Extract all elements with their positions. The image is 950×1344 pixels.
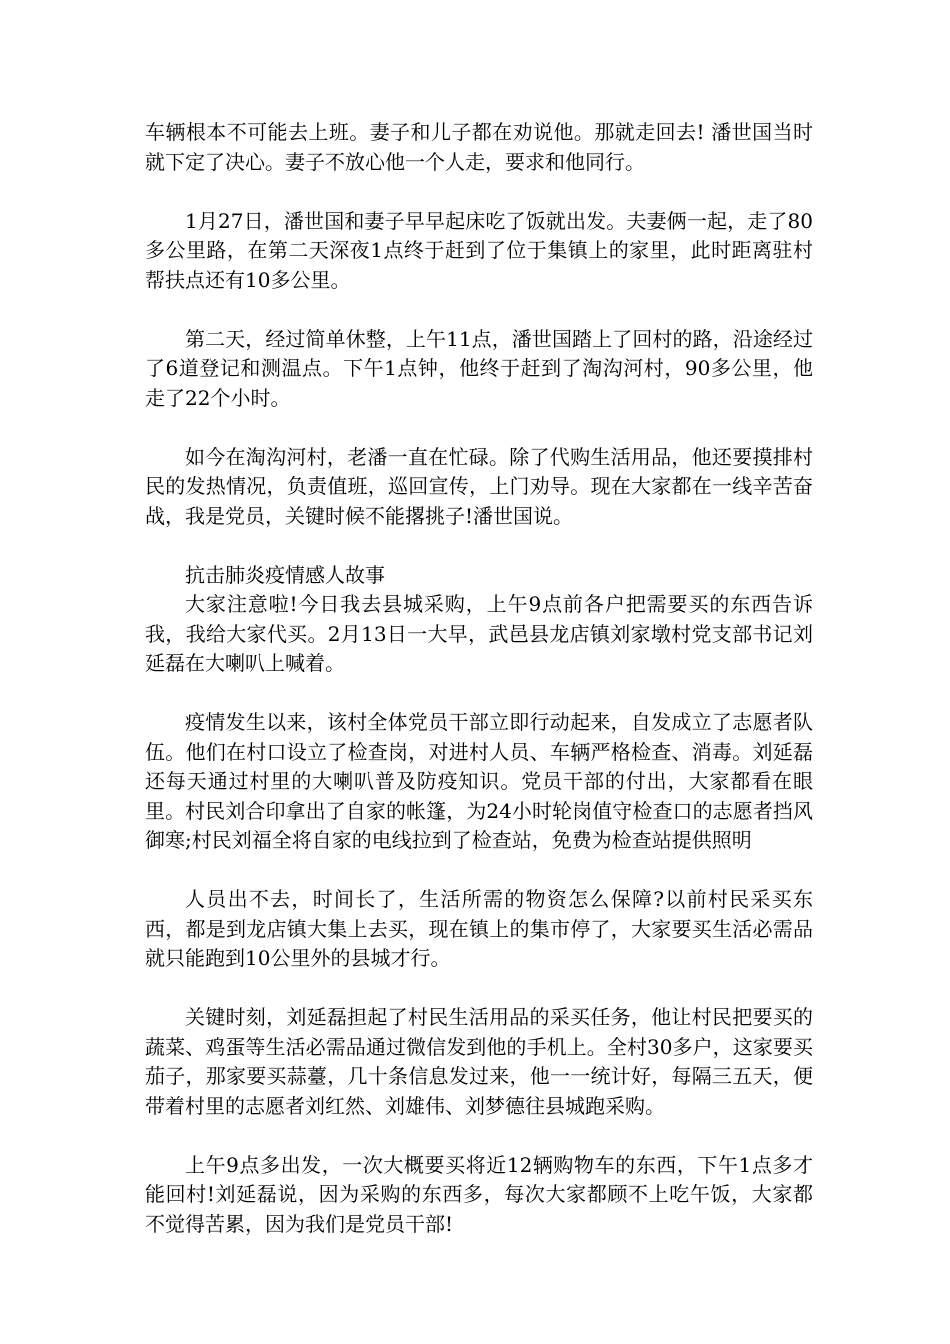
paragraph: 1月27日，潘世国和妻子早早起床吃了饭就出发。夫妻俩一起，走了80多公里路，在第二天深夜1点终于赶到了位于集镇上的家里，此时距离驻村帮扶点还有10多公里。 [145, 208, 813, 292]
paragraph: 大家注意啦!今日我去县城采购，上午9点前各户把需要买的东西告诉我，我给大家代买。2月13日一大早，武邑县龙店镇刘家墩村党支部书记刘延磊在大喇叭上喊着。 [145, 592, 813, 675]
document-body [145, 118, 813, 1269]
paragraph: 上午9点多出发，一次大概要买将近12辆购物车的东西，下午1点多才能回村!刘延磊说，因为采购的东西多，每次大家都顾不上吃午饭，大家都不觉得苦累，因为我们是党员干部! [145, 1152, 813, 1236]
paragraph: 车辆根本不可能去上班。妻子和儿子都在劝说他。那就走回去! 潘世国当时就下定了决心。妻子不放心他一个人走，要求和他同行。 [145, 120, 813, 174]
paragraph: 如今在淘沟河村，老潘一直在忙碌。除了代购生活用品，他还要摸排村民的发热情况，负责值班，巡回宣传，上门劝导。现在大家都在一线辛苦奋战，我是党员，关键时候不能撂挑子!潘世国说。 [145, 444, 813, 528]
paragraph: 疫情发生以来，该村全体党员干部立即行动起来，自发成立了志愿者队伍。他们在村口设立了检查岗，对进村人员、车辆严格检查、消毒。刘延磊还每天通过村里的大喇叭普及防疫知识。党员干部的付出，大家都看在眼里。村民刘合印拿出了自家的帐篷，为24小时轮岗值守检查口的志愿者挡风御寒;村民刘福全将自家的电线拉到了检查站，免费为检查站提供照明 [145, 710, 813, 852]
paragraph: 第二天，经过简单休整，上午11点，潘世国踏上了回村的路，沿途经过了6道登记和测温点。下午1点钟，他终于赶到了淘沟河村，90多公里，他走了22个小时。 [145, 326, 813, 410]
paragraph: 关键时刻，刘延磊担起了村民生活用品的采买任务，他让村民把要买的蔬菜、鸡蛋等生活必需品通过微信发到他的手机上。全村30多户，这家要买茄子，那家要买蒜薹，几十条信息发过来，他一一统计好，每隔三五天，便带着村里的志愿者刘红然、刘雄伟、刘梦德往县城跑采购。 [145, 1005, 813, 1118]
paragraph: 人员出不去，时间长了，生活所需的物资怎么保障?以前村民采买东西，都是到龙店镇大集上去买，现在镇上的集市停了，大家要买生活必需品就只能跑到10公里外的县城才行。 [145, 887, 813, 970]
section-heading: 抗击肺炎疫情感人故事 [185, 562, 385, 587]
